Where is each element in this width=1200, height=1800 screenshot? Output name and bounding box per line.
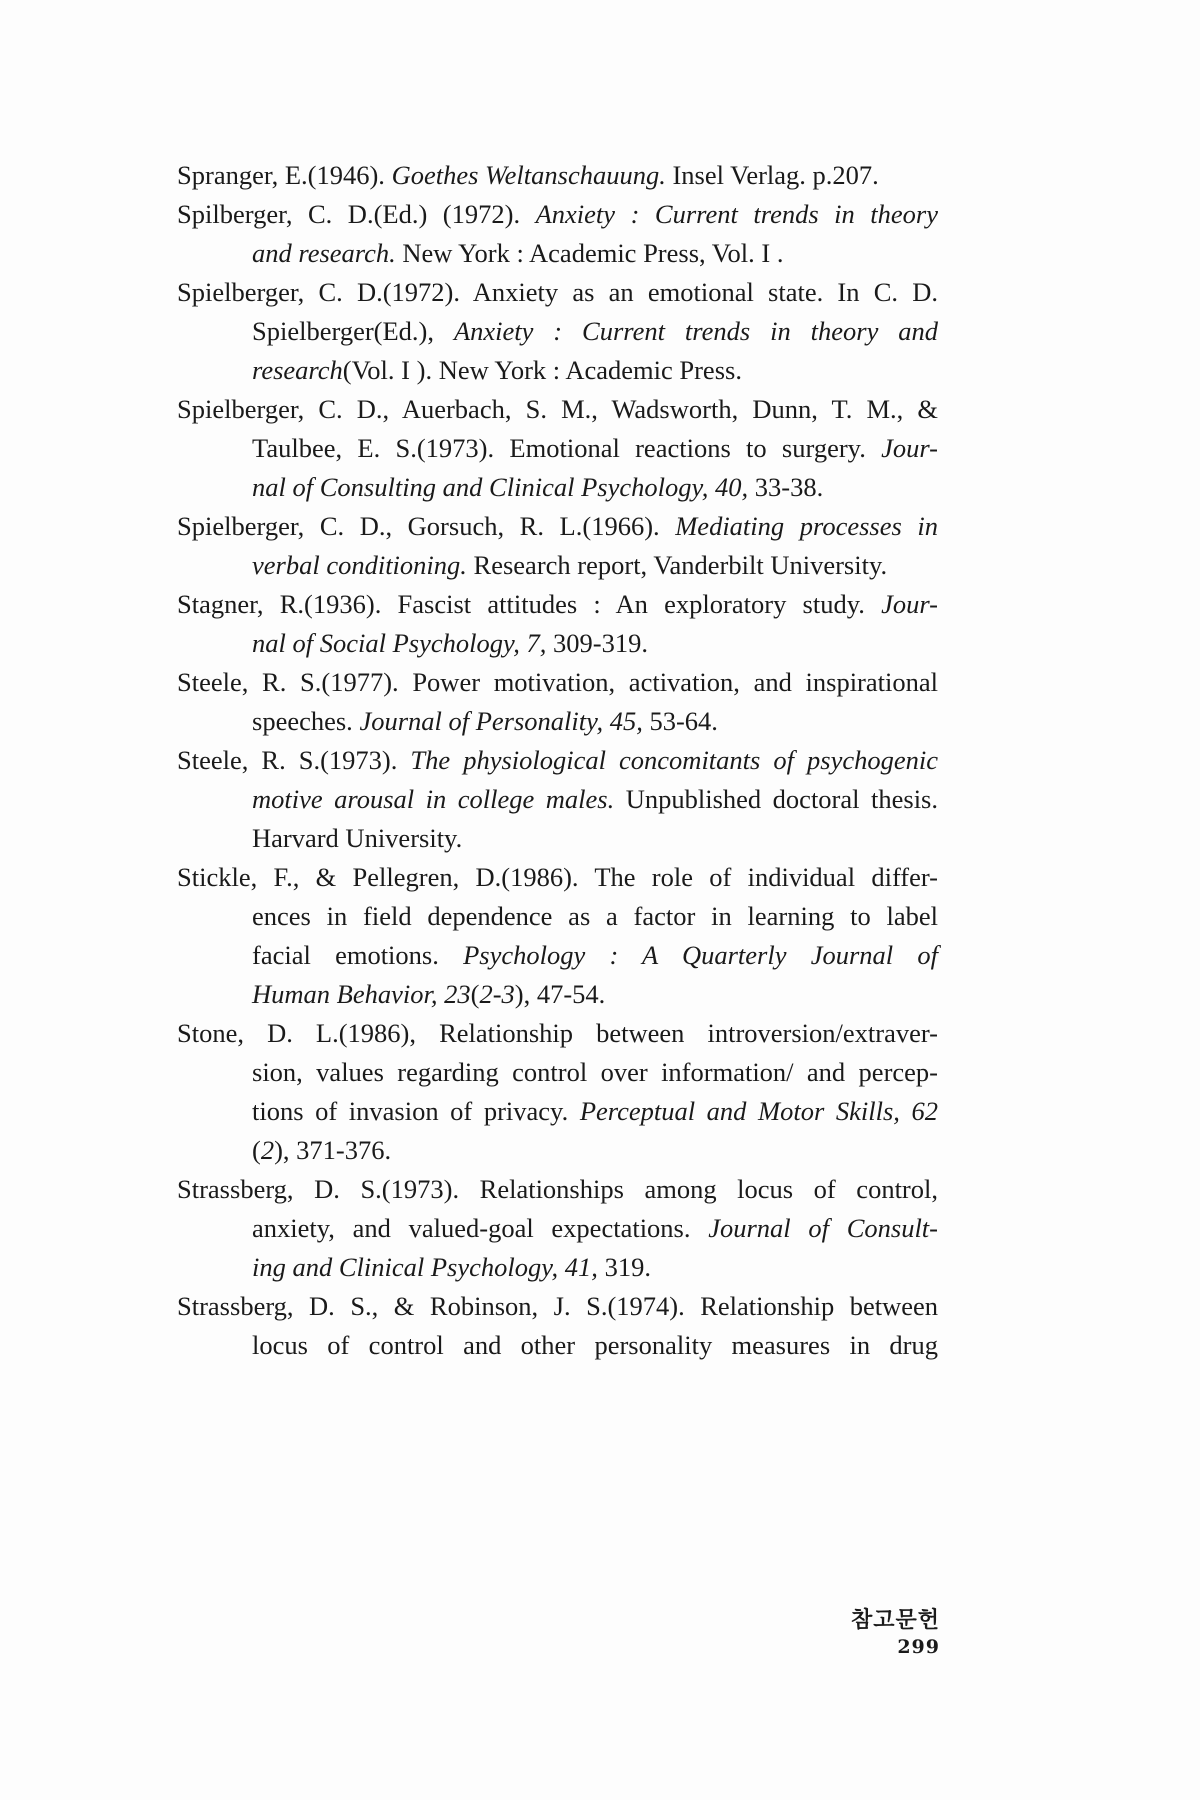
reference-text: Spielberger(Ed.),: [252, 316, 454, 346]
reference-text: 309-319.: [546, 628, 648, 658]
reference-text: Spranger, E.(1946).: [177, 160, 392, 190]
reference-text: 33-38.: [748, 472, 824, 502]
reference-text: ), 371-376.: [274, 1135, 392, 1165]
reference-continuation-line: [252, 1213, 938, 1243]
reference-continuation-line: [252, 823, 938, 853]
reference-text: speeches.: [252, 706, 360, 736]
reference-continuation-line: [252, 706, 938, 736]
reference-first-line: [177, 1174, 938, 1204]
reference-continuation-line: [252, 1057, 938, 1087]
reference-text: (: [470, 979, 480, 1009]
page-footer: [820, 1603, 940, 1659]
italic-title-text: Perceptual and Motor Skills, 62: [579, 1096, 938, 1126]
italic-title-text: Anxiety : Current trends in theory: [535, 199, 938, 229]
reference-first-line: [177, 589, 938, 619]
italic-title-text: and research.: [252, 238, 396, 268]
reference-text: anxiety, and valued-goal expectations.: [252, 1213, 709, 1243]
reference-first-line: [177, 1291, 938, 1321]
reference-text: ences in field dependence as a factor in learning to label: [252, 901, 938, 931]
reference-first-line: [177, 511, 938, 541]
reference-text: (: [252, 1135, 261, 1165]
reference-text: (Vol. I ). New York : Academic Press.: [342, 355, 742, 385]
italic-title-text: verbal conditioning.: [252, 550, 467, 580]
reference-text: Steele, R. S.(1977). Power motivation, activation, and inspirational: [177, 667, 938, 697]
reference-text: Research report, Vanderbilt University.: [466, 550, 888, 580]
reference-text: ), 47-54.: [514, 979, 606, 1009]
reference-continuation-line: [252, 628, 938, 658]
reference-text: Spielberger, C. D.(1972). Anxiety as an emotional state. In C. D.: [177, 277, 938, 307]
reference-first-line: [177, 160, 938, 190]
reference-text: tions of invasion of privacy.: [252, 1096, 580, 1126]
italic-title-text: research: [252, 355, 343, 385]
italic-title-text: motive arousal in college males.: [252, 784, 615, 814]
italic-title-text: Goethes Weltanschauung.: [391, 160, 666, 190]
italic-title-text: The physiological concomitants of psychogenic: [410, 745, 938, 775]
reference-text: Stickle, F., & Pellegren, D.(1986). The role of individual differ-: [177, 862, 938, 892]
italic-title-text: ing and Clinical Psychology, 41,: [252, 1252, 598, 1282]
reference-text: Harvard University.: [252, 823, 463, 853]
italic-title-text: Jour-: [881, 433, 938, 463]
reference-first-line: [177, 199, 938, 229]
reference-text: New York : Academic Press, Vol. I .: [395, 238, 784, 268]
reference-text: Unpublished doctoral thesis.: [614, 784, 938, 814]
reference-continuation-line: [252, 940, 938, 970]
reference-first-line: [177, 667, 938, 697]
reference-first-line: [177, 745, 938, 775]
reference-continuation-line: [252, 433, 938, 463]
reference-continuation-line: [252, 1096, 938, 1126]
italic-title-text: Journal of Personality, 45,: [359, 706, 643, 736]
reference-text: Strassberg, D. S.(1973). Relationships among locus of control,: [177, 1174, 938, 1204]
reference-text: locus of control and other personality measures in drug: [252, 1330, 938, 1360]
reference-continuation-line: [252, 1135, 938, 1165]
reference-continuation-line: [252, 1252, 938, 1282]
section-title: 참고문헌: [850, 1608, 940, 1633]
italic-title-text: nal of Consulting and Clinical Psychology, 40,: [252, 472, 749, 502]
reference-continuation-line: [252, 472, 938, 502]
reference-text: Stone, D. L.(1986), Relationship between introversion/extraver-: [177, 1018, 938, 1048]
reference-continuation-line: [252, 979, 938, 1009]
reference-text: 319.: [597, 1252, 651, 1282]
reference-text: 53-64.: [642, 706, 718, 736]
reference-text: Strassberg, D. S., & Robinson, J. S.(1974). Relationship between: [177, 1291, 938, 1321]
reference-continuation-line: [252, 238, 938, 268]
italic-title-text: Journal of Consult-: [708, 1213, 938, 1243]
italic-title-text: Jour-: [881, 589, 938, 619]
reference-continuation-line: [252, 355, 938, 385]
reference-text: Insel Verlag. p.207.: [665, 160, 879, 190]
italic-title-text: Human Behavior, 23: [252, 979, 471, 1009]
reference-first-line: [177, 862, 938, 892]
reference-text: sion, values regarding control over information/ and percep-: [252, 1057, 938, 1087]
reference-continuation-line: [252, 1330, 938, 1360]
reference-text: Spilberger, C. D.(Ed.) (1972).: [177, 199, 536, 229]
italic-title-text: 2: [260, 1135, 275, 1165]
reference-text: facial emotions.: [252, 940, 464, 970]
reference-text: Taulbee, E. S.(1973). Emotional reactions to surgery.: [252, 433, 882, 463]
page-number: 299: [897, 1636, 940, 1658]
reference-first-line: [177, 1018, 938, 1048]
reference-text: Spielberger, C. D., Auerbach, S. M., Wadsworth, Dunn, T. M., &: [177, 394, 938, 424]
reference-text: Steele, R. S.(1973).: [177, 745, 411, 775]
reference-continuation-line: [252, 784, 938, 814]
italic-title-text: 2-3: [479, 979, 515, 1009]
reference-text: Spielberger, C. D., Gorsuch, R. L.(1966).: [177, 511, 676, 541]
reference-first-line: [177, 277, 938, 307]
reference-continuation-line: [252, 316, 938, 346]
italic-title-text: nal of Social Psychology, 7,: [252, 628, 547, 658]
italic-title-text: Psychology : A Quarterly Journal of: [463, 940, 939, 970]
italic-title-text: Mediating processes in: [675, 511, 938, 541]
reference-continuation-line: [252, 550, 938, 580]
reference-text: Stagner, R.(1936). Fascist attitudes : An exploratory study.: [177, 589, 882, 619]
reference-first-line: [177, 394, 938, 424]
italic-title-text: Anxiety : Current trends in theory and: [453, 316, 938, 346]
reference-continuation-line: [252, 901, 938, 931]
